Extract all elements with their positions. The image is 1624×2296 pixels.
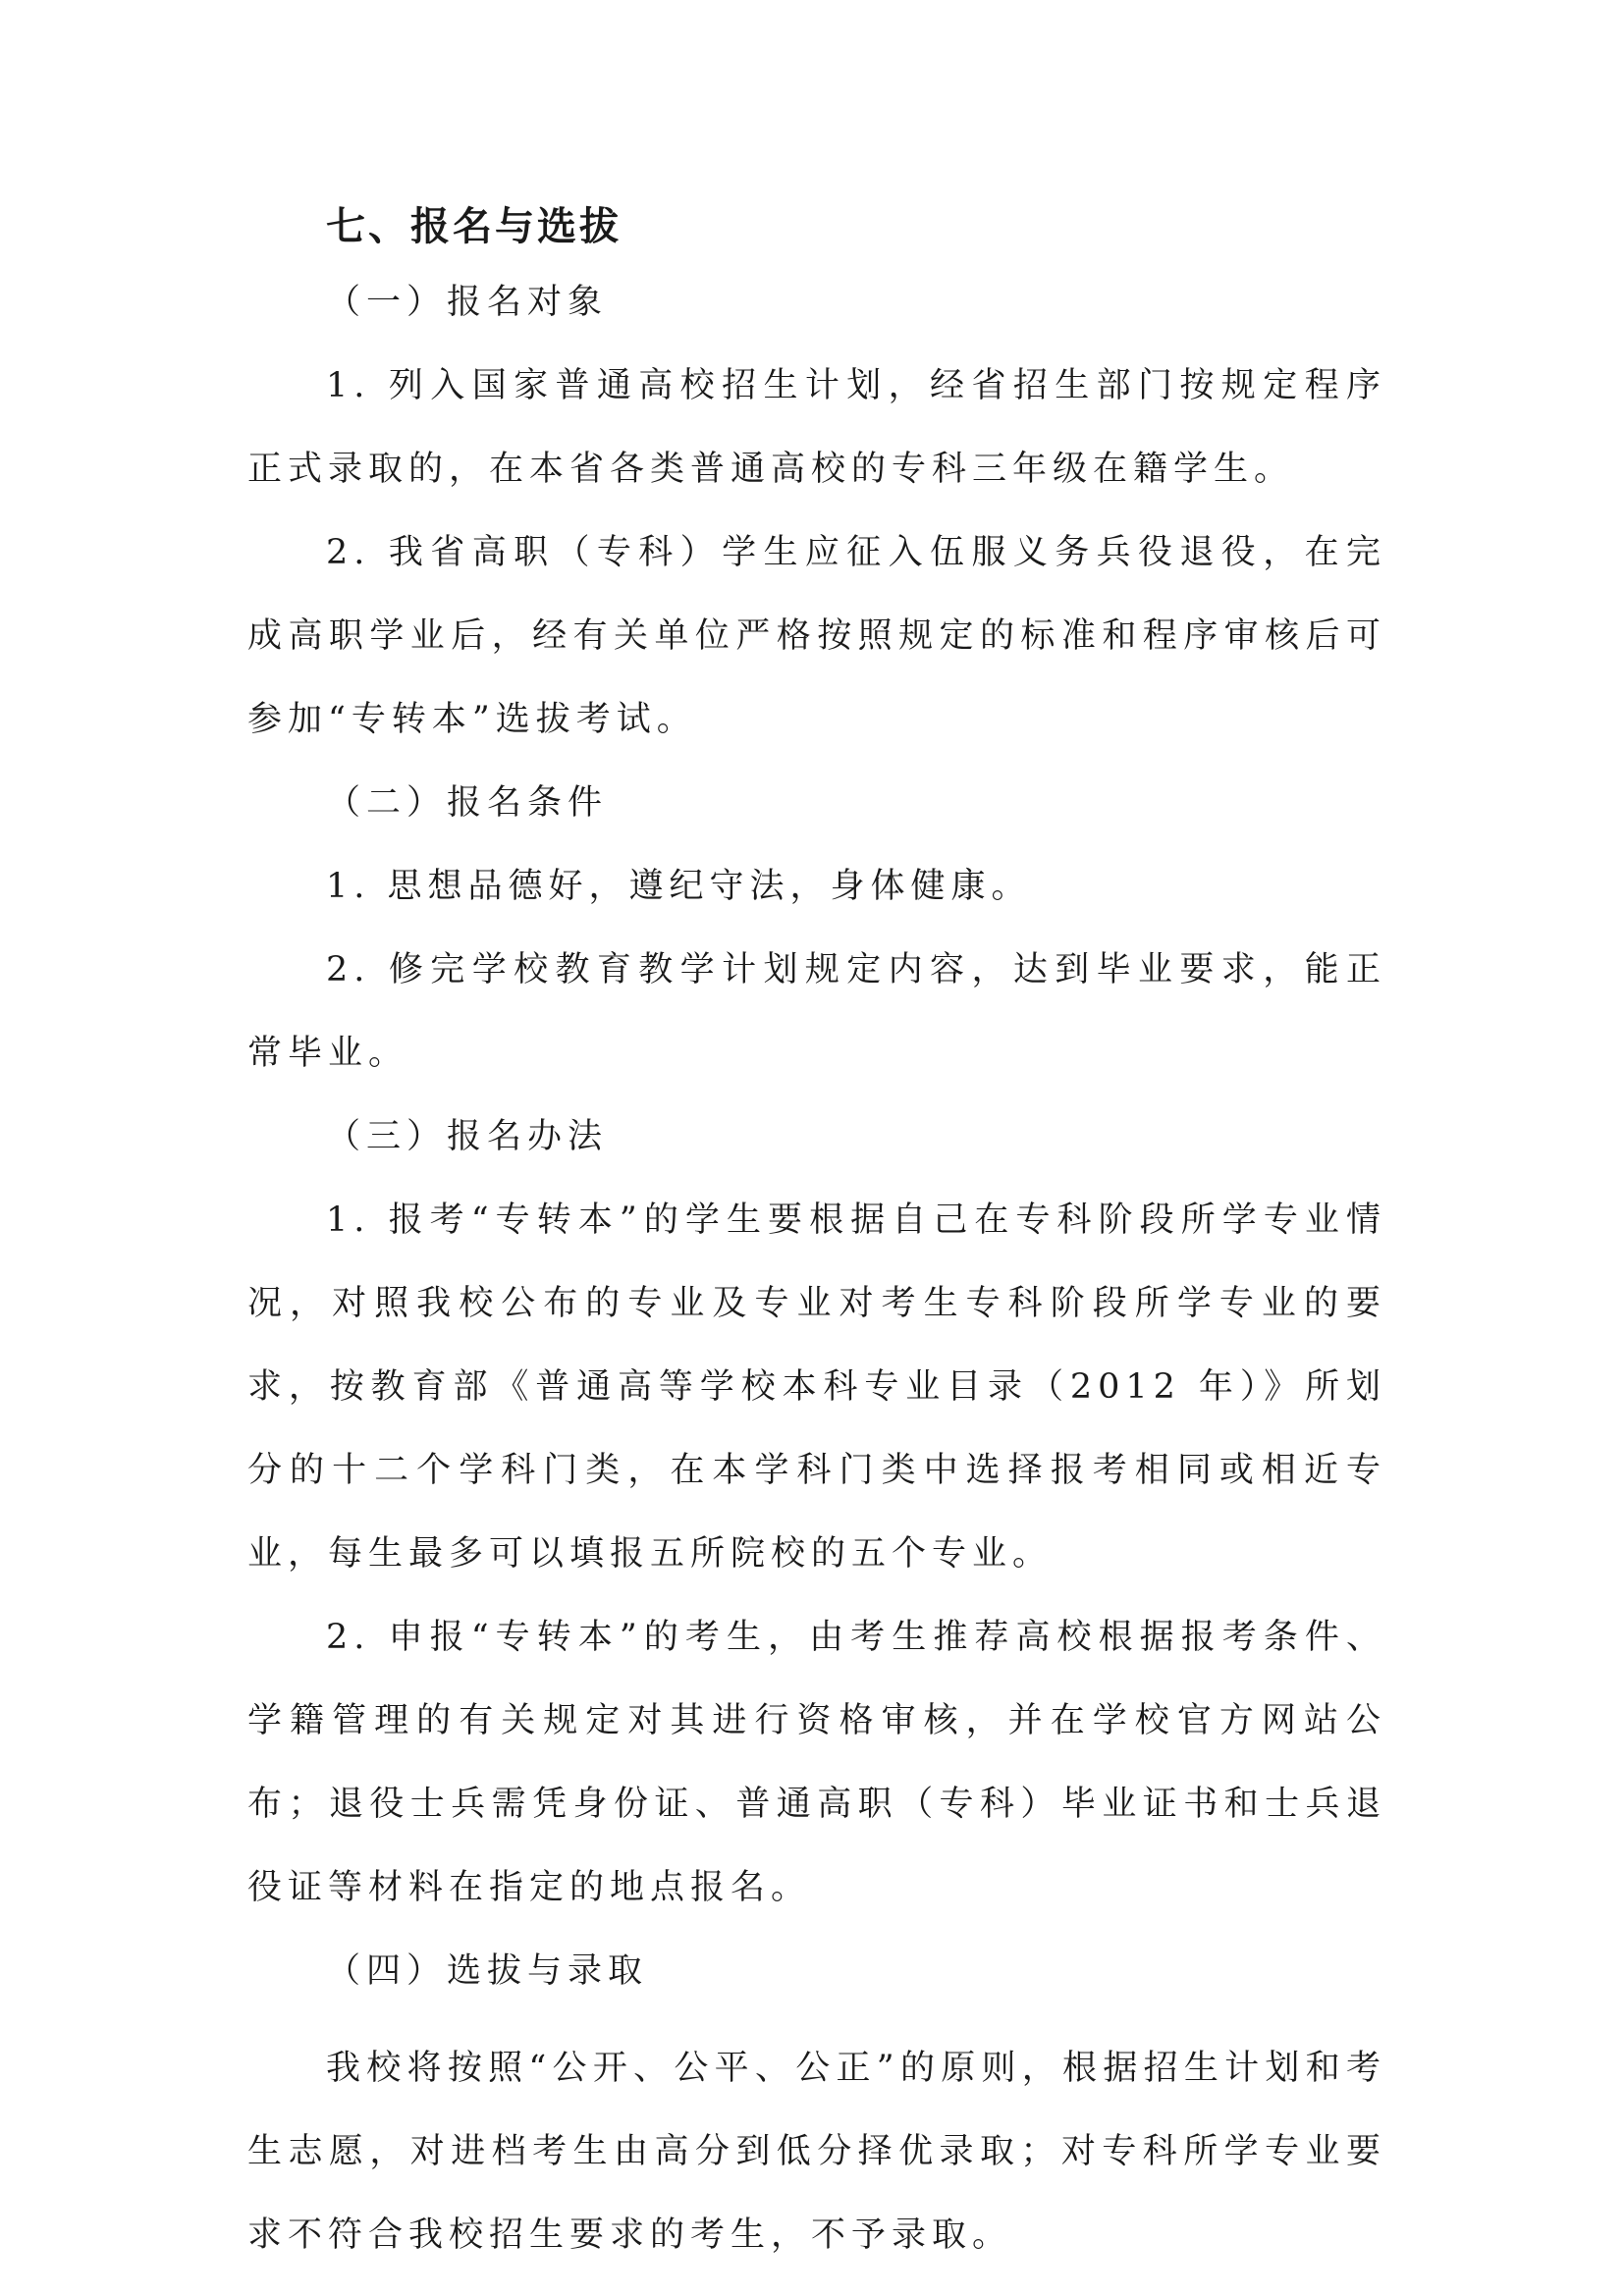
paragraph-targets-2: 2. 我省高职（专科）学生应征入伍服义务兵役退役，在完成高职学业后，经有关单位严格按照规定的标准和程序审核后可参加“专转本”选拔考试。 bbox=[247, 533, 1386, 739]
section-title: 七、报名与选拔 bbox=[326, 203, 622, 249]
paragraph-method-2: 2. 申报“专转本”的考生，由考生推荐高校根据报考条件、学籍管理的有关规定对其进行资格审核，并在学校官方网站公布；退役士兵需凭身份证、普通高职（专科）毕业证书和士兵退役证等材料在指定的地点报名。 bbox=[247, 1618, 1386, 1907]
subheading-registration-targets: （一）报名对象 bbox=[326, 283, 609, 322]
subheading-registration-method: （三）报名办法 bbox=[326, 1117, 609, 1156]
subheading-registration-conditions: （二）报名条件 bbox=[326, 783, 609, 823]
paragraph-method-1: 1. 报考“专转本”的学生要根据自己在专科阶段所学专业情况，对照我校公布的专业及专业对考生专科阶段所学专业的要求，按教育部《普通高等学校本科专业目录（2012 年）》所划分的十二个学科门类，在本学科门类中选择报考相同或相近专业，每生最多可以填报五所院校的五个专业。 bbox=[247, 1201, 1386, 1574]
document-body bbox=[247, 192, 1386, 2277]
paragraph-conditions-2: 2. 修完学校教育教学计划规定内容，达到毕业要求，能正常毕业。 bbox=[247, 950, 1386, 1073]
subheading-selection-admission: （四）选拔与录取 bbox=[326, 1951, 649, 1991]
paragraph-selection-1: 我校将按照“公开、公平、公正”的原则，根据招生计划和考生志愿，对进档考生由高分到低分择优录取；对专科所学专业要求不符合我校招生要求的考生，不予录取。 bbox=[247, 2049, 1386, 2255]
paragraph-conditions-1: 1. 思想品德好，遵纪守法，身体健康。 bbox=[326, 867, 1032, 906]
paragraph-targets-1: 1. 列入国家普通高校招生计划，经省招生部门按规定程序正式录取的，在本省各类普通高校的专科三年级在籍学生。 bbox=[247, 366, 1386, 489]
